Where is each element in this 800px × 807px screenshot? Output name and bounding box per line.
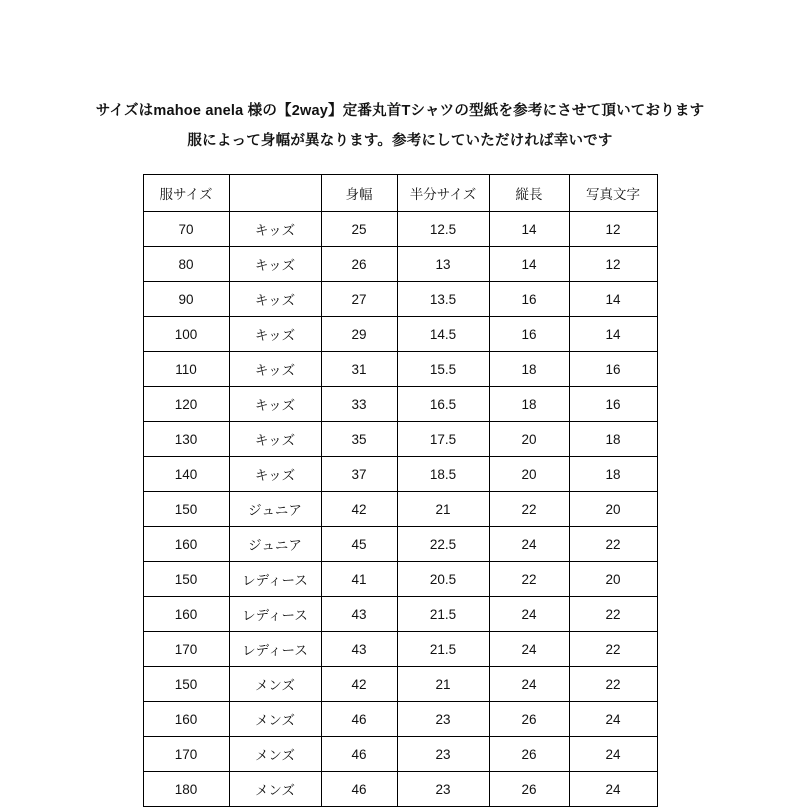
table-cell: 13 bbox=[397, 247, 489, 282]
column-header-length: 縦長 bbox=[489, 175, 569, 212]
table-cell: キッズ bbox=[229, 352, 321, 387]
table-cell: レディース bbox=[229, 632, 321, 667]
table-cell: 14 bbox=[569, 317, 657, 352]
table-row bbox=[143, 632, 657, 667]
table-row bbox=[143, 352, 657, 387]
size-table-container bbox=[0, 174, 800, 807]
table-cell: 46 bbox=[321, 702, 397, 737]
table-cell: 22 bbox=[569, 597, 657, 632]
column-header-photo-text: 写真文字 bbox=[569, 175, 657, 212]
table-row bbox=[143, 247, 657, 282]
table-cell: 20 bbox=[489, 422, 569, 457]
table-row bbox=[143, 457, 657, 492]
table-cell: 14 bbox=[489, 212, 569, 247]
table-row bbox=[143, 317, 657, 352]
table-cell: 16 bbox=[489, 282, 569, 317]
table-cell: 150 bbox=[143, 667, 229, 702]
table-cell: 33 bbox=[321, 387, 397, 422]
table-cell: 12.5 bbox=[397, 212, 489, 247]
table-cell: 24 bbox=[489, 597, 569, 632]
table-row bbox=[143, 562, 657, 597]
table-cell: 140 bbox=[143, 457, 229, 492]
table-cell: 16 bbox=[569, 352, 657, 387]
table-cell: 15.5 bbox=[397, 352, 489, 387]
table-row bbox=[143, 667, 657, 702]
table-cell: 45 bbox=[321, 527, 397, 562]
table-cell: 22 bbox=[569, 527, 657, 562]
table-cell: 80 bbox=[143, 247, 229, 282]
table-cell: 18 bbox=[489, 352, 569, 387]
table-cell: 26 bbox=[489, 702, 569, 737]
table-cell: 70 bbox=[143, 212, 229, 247]
table-cell: 42 bbox=[321, 492, 397, 527]
table-cell: 31 bbox=[321, 352, 397, 387]
size-table-body bbox=[143, 212, 657, 807]
table-cell: 13.5 bbox=[397, 282, 489, 317]
table-cell: 90 bbox=[143, 282, 229, 317]
table-cell: キッズ bbox=[229, 247, 321, 282]
table-cell: キッズ bbox=[229, 212, 321, 247]
table-row bbox=[143, 387, 657, 422]
table-cell: 170 bbox=[143, 737, 229, 772]
table-row bbox=[143, 527, 657, 562]
table-row bbox=[143, 492, 657, 527]
table-cell: 27 bbox=[321, 282, 397, 317]
table-cell: 46 bbox=[321, 772, 397, 807]
table-cell: キッズ bbox=[229, 282, 321, 317]
table-cell: 23 bbox=[397, 737, 489, 772]
table-cell: 16 bbox=[489, 317, 569, 352]
table-cell: 21.5 bbox=[397, 597, 489, 632]
table-cell: 130 bbox=[143, 422, 229, 457]
table-row bbox=[143, 212, 657, 247]
table-cell: 22 bbox=[489, 492, 569, 527]
table-cell: 22 bbox=[569, 632, 657, 667]
table-cell: 26 bbox=[321, 247, 397, 282]
table-cell: 26 bbox=[489, 737, 569, 772]
table-cell: キッズ bbox=[229, 457, 321, 492]
table-cell: 150 bbox=[143, 562, 229, 597]
table-cell: 21 bbox=[397, 667, 489, 702]
table-cell: 24 bbox=[569, 772, 657, 807]
table-cell: 22 bbox=[569, 667, 657, 702]
table-cell: 17.5 bbox=[397, 422, 489, 457]
table-row bbox=[143, 422, 657, 457]
table-cell: 180 bbox=[143, 772, 229, 807]
table-cell: 24 bbox=[489, 667, 569, 702]
table-cell: 46 bbox=[321, 737, 397, 772]
size-table bbox=[143, 174, 658, 807]
table-cell: メンズ bbox=[229, 702, 321, 737]
page-title-line-1: サイズはmahoe anela 様の【2way】定番丸首Tシャツの型紙を参考にさせて頂いております bbox=[95, 103, 705, 119]
table-cell: 12 bbox=[569, 212, 657, 247]
table-cell: メンズ bbox=[229, 737, 321, 772]
table-cell: 43 bbox=[321, 597, 397, 632]
page-title bbox=[0, 0, 800, 156]
column-header-half-size: 半分サイズ bbox=[397, 175, 489, 212]
table-cell: 18 bbox=[569, 457, 657, 492]
column-header-category bbox=[229, 175, 321, 212]
table-cell: 14 bbox=[489, 247, 569, 282]
table-cell: レディース bbox=[229, 562, 321, 597]
table-cell: 35 bbox=[321, 422, 397, 457]
table-cell: ジュニア bbox=[229, 492, 321, 527]
table-cell: 37 bbox=[321, 457, 397, 492]
table-cell: 110 bbox=[143, 352, 229, 387]
table-cell: 26 bbox=[489, 772, 569, 807]
table-cell: 16 bbox=[569, 387, 657, 422]
column-header-body-width: 身幅 bbox=[321, 175, 397, 212]
table-cell: 20 bbox=[489, 457, 569, 492]
table-row bbox=[143, 772, 657, 807]
table-cell: 22.5 bbox=[397, 527, 489, 562]
table-row bbox=[143, 597, 657, 632]
table-cell: キッズ bbox=[229, 422, 321, 457]
table-cell: 20.5 bbox=[397, 562, 489, 597]
table-cell: 120 bbox=[143, 387, 229, 422]
size-table-header bbox=[143, 175, 657, 212]
table-cell: ジュニア bbox=[229, 527, 321, 562]
table-cell: 160 bbox=[143, 702, 229, 737]
table-row bbox=[143, 282, 657, 317]
table-cell: メンズ bbox=[229, 667, 321, 702]
table-cell: 23 bbox=[397, 702, 489, 737]
table-cell: 41 bbox=[321, 562, 397, 597]
table-cell: 21.5 bbox=[397, 632, 489, 667]
table-cell: 24 bbox=[569, 702, 657, 737]
table-cell: 14 bbox=[569, 282, 657, 317]
table-cell: 20 bbox=[569, 492, 657, 527]
table-cell: 20 bbox=[569, 562, 657, 597]
table-cell: 18.5 bbox=[397, 457, 489, 492]
table-cell: 160 bbox=[143, 597, 229, 632]
table-cell: 23 bbox=[397, 772, 489, 807]
table-cell: 22 bbox=[489, 562, 569, 597]
table-header-row bbox=[143, 175, 657, 212]
column-header-clothing-size: 服サイズ bbox=[143, 175, 229, 212]
table-cell: 21 bbox=[397, 492, 489, 527]
table-cell: 18 bbox=[569, 422, 657, 457]
table-cell: 43 bbox=[321, 632, 397, 667]
table-cell: 150 bbox=[143, 492, 229, 527]
table-cell: 29 bbox=[321, 317, 397, 352]
table-cell: キッズ bbox=[229, 317, 321, 352]
table-cell: 160 bbox=[143, 527, 229, 562]
table-cell: 25 bbox=[321, 212, 397, 247]
table-cell: 24 bbox=[569, 737, 657, 772]
table-cell: 14.5 bbox=[397, 317, 489, 352]
table-cell: 24 bbox=[489, 632, 569, 667]
table-row bbox=[143, 702, 657, 737]
table-cell: メンズ bbox=[229, 772, 321, 807]
table-cell: レディース bbox=[229, 597, 321, 632]
table-cell: 18 bbox=[489, 387, 569, 422]
table-cell: 170 bbox=[143, 632, 229, 667]
table-cell: 24 bbox=[489, 527, 569, 562]
table-cell: 100 bbox=[143, 317, 229, 352]
table-cell: 12 bbox=[569, 247, 657, 282]
table-cell: キッズ bbox=[229, 387, 321, 422]
table-cell: 16.5 bbox=[397, 387, 489, 422]
table-cell: 42 bbox=[321, 667, 397, 702]
page-title-line-2: 服によって身幅が異なります。参考にしていただければ幸いです bbox=[187, 133, 613, 149]
table-row bbox=[143, 737, 657, 772]
